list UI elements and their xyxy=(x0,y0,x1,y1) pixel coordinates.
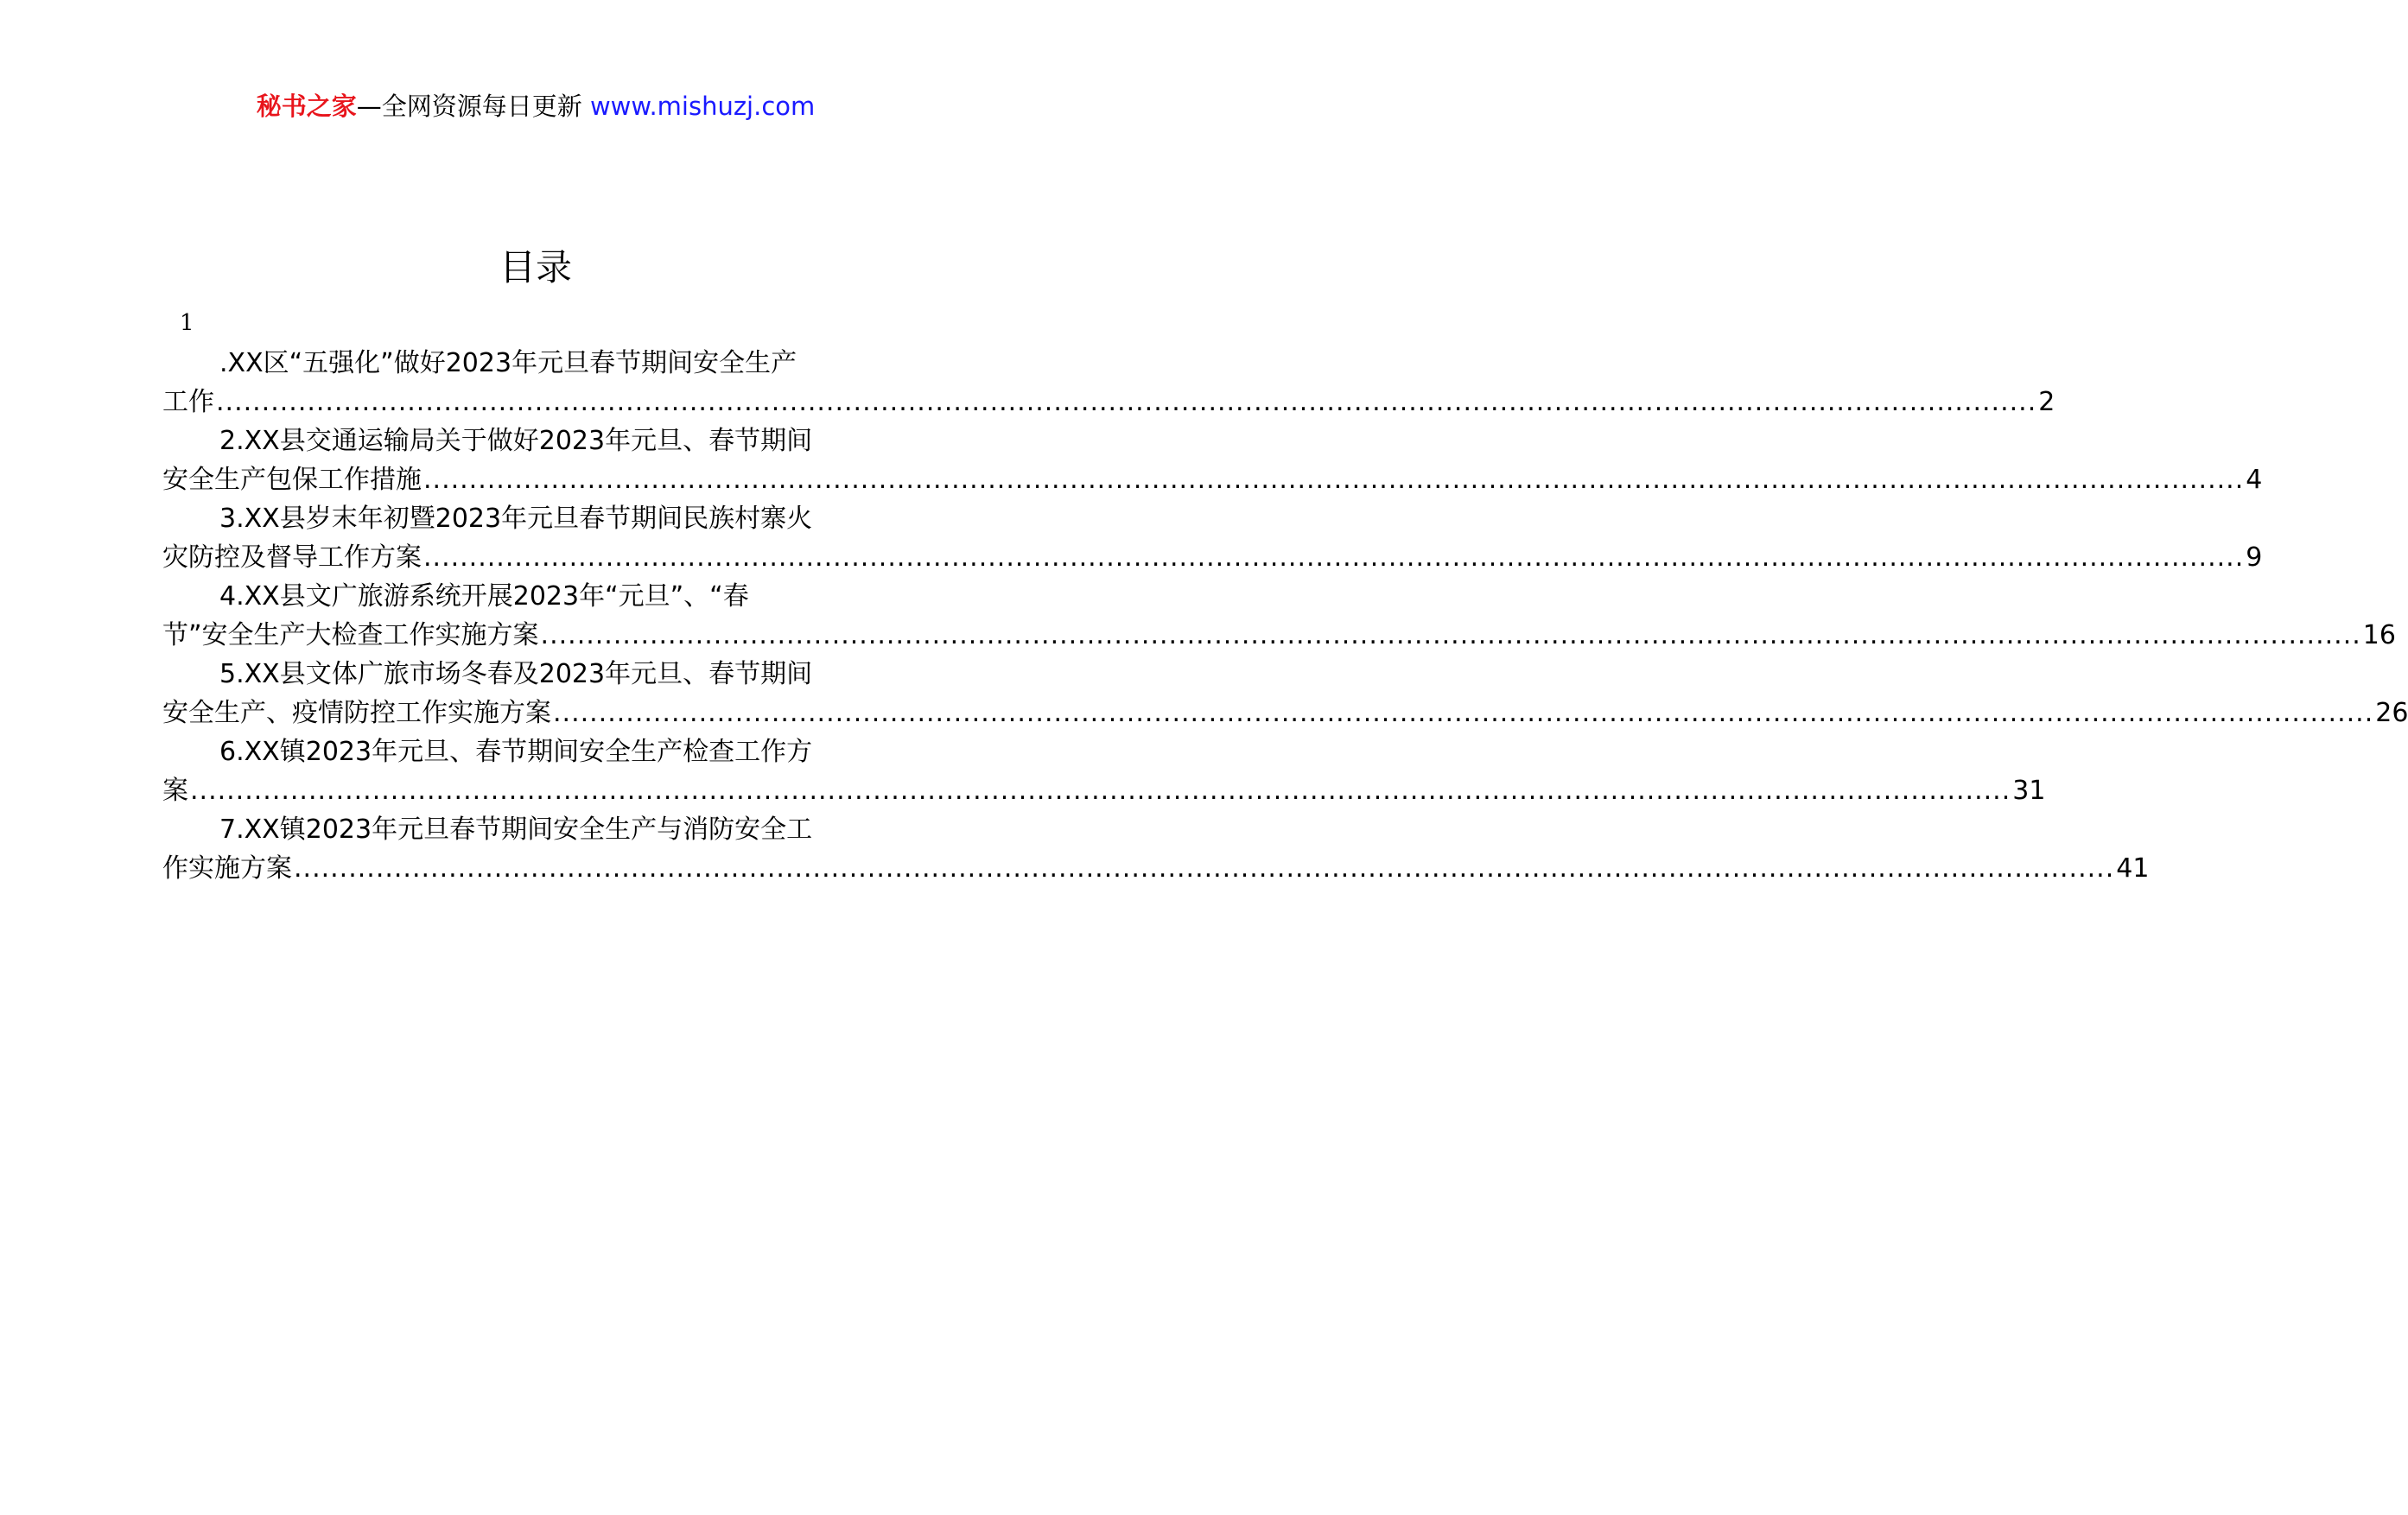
toc-page-number: 16 xyxy=(2362,620,2396,650)
toc-leader-dots: ........................................................................................................................................................................................................ xyxy=(553,698,2374,728)
toc-entry-title: 7.XX镇2023年元旦春节期间安全生产与消防安全工 xyxy=(219,815,813,845)
toc-entry[interactable] xyxy=(162,655,2408,732)
toc-entry-title-continued: 案 xyxy=(162,776,188,806)
toc-page-number: 31 xyxy=(2012,776,2046,806)
toc-entry[interactable] xyxy=(162,732,2046,810)
site-brand: 秘书之家 xyxy=(256,92,357,121)
toc-entry[interactable] xyxy=(162,499,2263,577)
list-number: 1 xyxy=(180,310,194,336)
toc-page-number: 2 xyxy=(2038,387,2055,417)
toc-leader-dots: ........................................................................................................................................................................................................ xyxy=(423,542,2245,573)
toc-leader-dots: ........................................................................................................................................................................................................ xyxy=(294,853,2115,884)
toc-page-number: 41 xyxy=(2116,853,2150,884)
toc-page-number: 9 xyxy=(2246,542,2263,573)
table-of-contents xyxy=(162,344,2408,888)
page-title: 目录 xyxy=(499,246,572,288)
toc-leader-dots: ........................................................................................................................................................................................................ xyxy=(190,776,2011,806)
toc-entry-title-continued: 节”安全生产大检查工作实施方案 xyxy=(162,620,539,650)
toc-leader-dots: ........................................................................................................................................................................................................ xyxy=(423,465,2245,495)
toc-entry-title-continued: 安全生产包保工作措施 xyxy=(162,465,422,495)
toc-entry-title: 5.XX县文体广旅市场冬春及2023年元旦、春节期间 xyxy=(219,659,813,689)
site-slogan: —全网资源每日更新 xyxy=(356,92,590,121)
toc-page-number: 4 xyxy=(2246,465,2263,495)
toc-entry-title-continued: 作实施方案 xyxy=(162,853,292,884)
toc-entry-title: .XX区“五强化”做好2023年元旦春节期间安全生产 xyxy=(219,348,797,378)
site-banner xyxy=(0,89,1071,124)
toc-leader-dots: ........................................................................................................................................................................................................ xyxy=(216,387,2037,417)
toc-entry-title-continued: 灾防控及督导工作方案 xyxy=(162,542,422,573)
toc-entry-title: 4.XX县文广旅游系统开展2023年“元旦”、“春 xyxy=(219,581,749,612)
toc-entry-title: 6.XX镇2023年元旦、春节期间安全生产检查工作方 xyxy=(219,737,813,767)
toc-entry[interactable] xyxy=(162,810,2150,888)
toc-entry-title: 2.XX县交通运输局关于做好2023年元旦、春节期间 xyxy=(219,426,813,456)
toc-entry[interactable] xyxy=(162,577,2396,655)
toc-entry-title-continued: 工作 xyxy=(162,387,214,417)
toc-entry[interactable] xyxy=(162,344,2055,422)
toc-entry-title-continued: 安全生产、疫情防控工作实施方案 xyxy=(162,698,551,728)
toc-leader-dots: ........................................................................................................................................................................................................ xyxy=(540,620,2361,650)
toc-entry-title: 3.XX县岁末年初暨2023年元旦春节期间民族村寨火 xyxy=(219,504,813,534)
site-url-link[interactable]: www.mishuzj.com xyxy=(589,92,816,121)
toc-entry[interactable] xyxy=(162,422,2263,499)
toc-page-number: 26 xyxy=(2375,698,2408,728)
